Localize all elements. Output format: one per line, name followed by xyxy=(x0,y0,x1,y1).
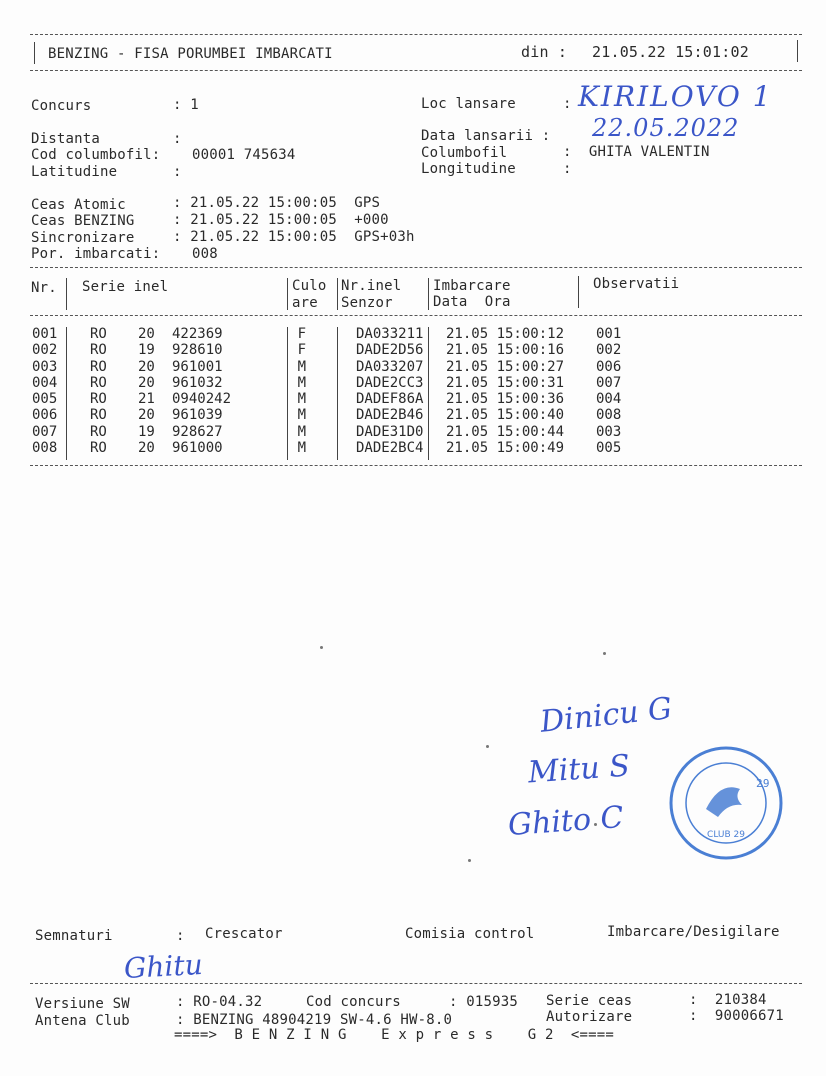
svg-text:CLUB 29: CLUB 29 xyxy=(707,830,745,840)
header-left-bar xyxy=(34,42,35,64)
ceas-benzing-label: Ceas BENZING xyxy=(31,213,135,229)
col-header-culoare-1: Culo xyxy=(292,278,327,294)
cell-senzor: DADE31D0 xyxy=(356,423,424,440)
concurs-label: Concurs xyxy=(31,98,92,114)
cell-culoare xyxy=(314,326,356,342)
cell-sex: F xyxy=(297,342,306,359)
cell-imbarcare: 21.05 15:00:16 xyxy=(446,342,565,359)
cell-senzor: DADE2D56 xyxy=(356,342,424,359)
cell-observatii: 002 xyxy=(596,342,622,359)
table-row xyxy=(32,326,656,342)
col-header-imbarcare-2: Data Ora xyxy=(433,294,511,310)
longitudine-value: : xyxy=(563,161,572,177)
table-row xyxy=(32,424,656,440)
cell-culoare xyxy=(314,391,356,407)
cell-imbarcare: 21.05 15:00:31 xyxy=(446,374,565,391)
scan-speck xyxy=(486,745,489,748)
cell-senzor: DADE2B46 xyxy=(356,407,424,424)
autorizare-label: Autorizare xyxy=(546,1009,633,1025)
cell-imbarcare: 21.05 15:00:36 xyxy=(446,391,565,408)
hdr-bar-5 xyxy=(578,276,579,308)
cell-culoare xyxy=(314,424,356,440)
comisia-control-label: Comisia control xyxy=(405,926,535,942)
columbofil-value: : GHITA VALENTIN xyxy=(563,144,710,160)
antena-club-value: : BENZING 48904219 SW-4.6 HW-8.0 xyxy=(176,1012,453,1028)
header-right-bar xyxy=(797,40,798,62)
row-bar-2 xyxy=(287,327,288,460)
cell-sex: M xyxy=(297,423,306,440)
por-imbarcati-label: Por. imbarcati: xyxy=(31,246,161,262)
cell-serie: RO xyxy=(90,423,107,440)
col-header-nr: Nr. xyxy=(31,280,57,296)
versiune-sw-label: Versiune SW xyxy=(35,996,130,1012)
table-row xyxy=(32,342,656,358)
signature-diniculescu: Dinicu G xyxy=(538,691,674,740)
sincronizare-label: Sincronizare xyxy=(31,230,135,246)
cell-serie: RO xyxy=(90,391,107,408)
versiune-sw-value: : RO-04.32 xyxy=(176,994,263,1010)
brand-line: ====> B E N Z I N G E x p r e s s G 2 <==== xyxy=(174,1027,615,1043)
din-label: din : xyxy=(521,43,568,61)
cell-nr: 003 xyxy=(32,358,58,375)
cell-an: 20 xyxy=(138,374,155,391)
cell-nr: 005 xyxy=(32,391,58,408)
cell-serie: RO xyxy=(90,326,107,342)
distanta-value: : xyxy=(173,131,182,147)
cell-nr: 007 xyxy=(32,423,58,440)
sincronizare-value: : 21.05.22 15:00:05 GPS+03h xyxy=(173,229,415,245)
semnaturi-sep: : xyxy=(176,928,185,944)
cell-inel: 0940242 xyxy=(172,391,232,408)
cell-observatii: 007 xyxy=(596,374,622,391)
loc-lansare-sep: : xyxy=(563,96,572,112)
document-title: BENZING - FISA PORUMBEI IMBARCATI xyxy=(48,46,333,62)
cell-observatii: 001 xyxy=(596,326,622,342)
col-header-observatii: Observatii xyxy=(593,276,680,292)
cell-sex: M xyxy=(297,391,306,408)
top-border xyxy=(30,34,802,35)
cell-observatii: 005 xyxy=(596,440,622,457)
loc-lansare-label: Loc lansare xyxy=(421,96,516,112)
cod-columbofil-value: 00001 745634 xyxy=(192,147,296,163)
cell-an: 19 xyxy=(138,342,155,359)
stamp-number: 29 xyxy=(756,777,770,790)
cell-culoare xyxy=(314,440,356,456)
cell-senzor: DADE2CC3 xyxy=(356,374,424,391)
table-header-bottom-border xyxy=(30,315,802,316)
cell-sex: M xyxy=(297,374,306,391)
table-row xyxy=(32,359,656,375)
cell-senzor: DA033207 xyxy=(356,358,424,375)
din-value: 21.05.22 15:01:02 xyxy=(592,43,749,61)
antena-club-label: Antena Club xyxy=(35,1013,130,1029)
cell-observatii: 006 xyxy=(596,358,622,375)
cell-imbarcare: 21.05 15:00:44 xyxy=(446,423,565,440)
table-row xyxy=(32,440,656,456)
cell-nr: 001 xyxy=(32,326,58,342)
ceas-atomic-value: : 21.05.22 15:00:05 GPS xyxy=(173,195,381,211)
cell-serie: RO xyxy=(90,440,107,457)
cell-inel: 928610 xyxy=(172,342,223,359)
columbofil-label: Columbofil xyxy=(421,145,508,161)
imbarcare-desigilare-label: Imbarcare/Desigilare xyxy=(607,924,780,940)
crescator-signature: Ghitu xyxy=(123,947,204,986)
por-imbarcati-value: 008 xyxy=(192,246,218,262)
hdr-bar-2 xyxy=(287,278,288,310)
col-header-imbarcare-1: Imbarcare xyxy=(433,278,511,294)
footer-top-border xyxy=(30,983,802,984)
ceas-benzing-value: : 21.05.22 15:00:05 +000 xyxy=(173,212,389,228)
cell-inel: 928627 xyxy=(172,423,223,440)
signature-mitu: Mitu S xyxy=(526,748,631,791)
cell-serie: RO xyxy=(90,342,107,359)
cell-an: 19 xyxy=(138,423,155,440)
cell-observatii: 003 xyxy=(596,423,622,440)
cell-sex: M xyxy=(297,440,306,457)
row-bar-1 xyxy=(66,327,67,460)
col-header-nrinel-2: Senzor xyxy=(341,295,393,311)
table-bottom-border xyxy=(30,465,802,466)
latitudine-label: Latitudine xyxy=(31,164,118,180)
col-header-serie: Serie inel xyxy=(82,279,169,295)
cell-inel: 961032 xyxy=(172,374,223,391)
cod-columbofil-label: Cod columbofil: xyxy=(31,147,161,163)
semnaturi-label: Semnaturi xyxy=(35,928,113,944)
cell-an: 20 xyxy=(138,440,155,457)
distanta-label: Distanta xyxy=(31,131,101,147)
hdr-bar-4 xyxy=(428,278,429,310)
col-header-nrinel-1: Nr.inel xyxy=(341,278,402,294)
scan-speck xyxy=(603,652,606,655)
cell-inel: 422369 xyxy=(172,326,223,342)
cell-nr: 004 xyxy=(32,374,58,391)
serie-ceas-value: : 210384 xyxy=(689,992,767,1008)
cell-culoare xyxy=(314,407,356,423)
hdr-bar-3 xyxy=(337,278,338,310)
club-stamp xyxy=(668,745,784,861)
cell-sex: F xyxy=(297,326,306,342)
ceas-atomic-label: Ceas Atomic xyxy=(31,197,126,213)
cell-an: 20 xyxy=(138,358,155,375)
cell-inel: 961001 xyxy=(172,358,223,375)
cell-serie: RO xyxy=(90,358,107,375)
cell-imbarcare: 21.05 15:00:40 xyxy=(446,407,565,424)
table-row xyxy=(32,375,656,391)
cell-inel: 961000 xyxy=(172,440,223,457)
cell-serie: RO xyxy=(90,374,107,391)
cell-culoare xyxy=(314,375,356,391)
cell-observatii: 004 xyxy=(596,391,622,408)
cell-nr: 006 xyxy=(32,407,58,424)
cod-concurs-value: : 015935 xyxy=(449,994,519,1010)
cod-concurs-label: Cod concurs xyxy=(306,994,401,1010)
cell-nr: 002 xyxy=(32,342,58,359)
hdr-bar-1 xyxy=(66,278,67,310)
header-bottom-border xyxy=(30,70,802,71)
col-header-culoare-2: are xyxy=(292,295,318,311)
cell-inel: 961039 xyxy=(172,407,223,424)
row-bar-4 xyxy=(428,327,429,460)
concurs-value: : 1 xyxy=(173,97,199,113)
cell-culoare xyxy=(314,359,356,375)
loc-lansare-value: KIRILOVO 1 xyxy=(578,80,773,113)
cell-senzor: DADE2BC4 xyxy=(356,440,424,457)
cell-nr: 008 xyxy=(32,440,58,457)
cell-sex: M xyxy=(297,358,306,375)
serie-ceas-label: Serie ceas xyxy=(546,993,633,1009)
cell-imbarcare: 21.05 15:00:49 xyxy=(446,440,565,457)
cell-an: 20 xyxy=(138,407,155,424)
row-bar-3 xyxy=(337,327,338,460)
cell-senzor: DA033211 xyxy=(356,326,424,342)
cell-imbarcare: 21.05 15:00:12 xyxy=(446,326,565,342)
pigeon-table xyxy=(32,326,656,456)
table-top-border xyxy=(30,267,802,268)
cell-culoare xyxy=(314,342,356,358)
cell-senzor: DADEF86A xyxy=(356,391,424,408)
cell-serie: RO xyxy=(90,407,107,424)
crescator-label: Crescator xyxy=(205,926,283,942)
cell-observatii: 008 xyxy=(596,407,622,424)
autorizare-value: : 90006671 xyxy=(689,1008,784,1024)
cell-imbarcare: 21.05 15:00:27 xyxy=(446,358,565,375)
data-lansarii-label: Data lansarii : xyxy=(421,128,551,144)
cell-sex: M xyxy=(297,407,306,424)
table-row xyxy=(32,391,656,407)
data-lansarii-value: 22.05.2022 xyxy=(592,114,740,142)
scan-speck xyxy=(320,646,323,649)
signature-ghito: Ghito C xyxy=(506,800,625,843)
scan-speck xyxy=(468,859,471,862)
longitudine-label: Longitudine xyxy=(421,161,516,177)
cell-an: 21 xyxy=(138,391,155,408)
table-row xyxy=(32,407,656,423)
cell-an: 20 xyxy=(138,326,155,342)
latitudine-value: : xyxy=(173,164,182,180)
